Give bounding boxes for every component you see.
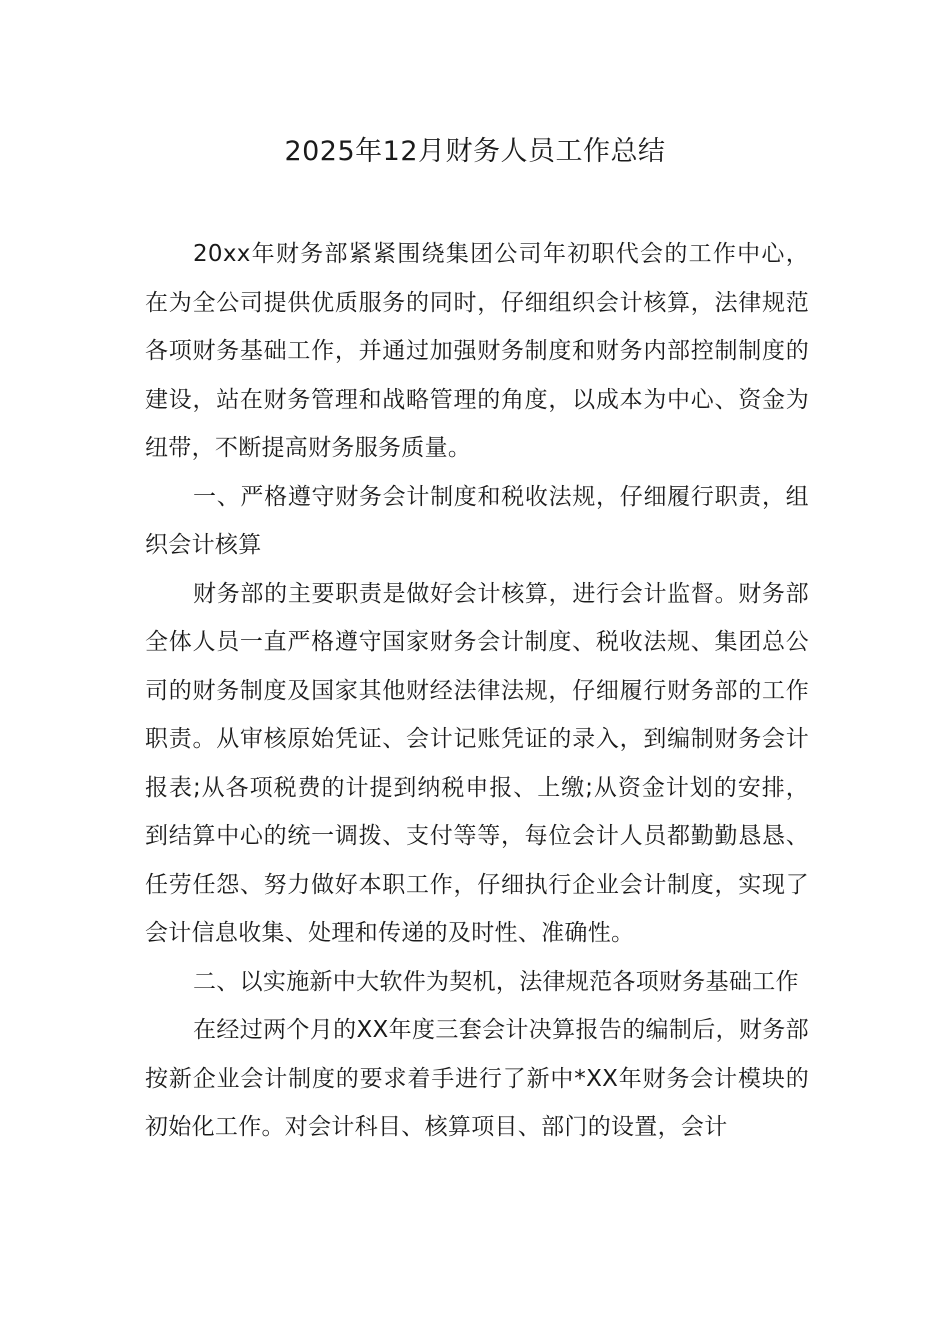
document-title: 2025年12月财务人员工作总结 bbox=[284, 136, 666, 167]
paragraph-intro: 20xx年财务部紧紧围绕集团公司年初职代会的工作中心，在为全公司提供优质服务的同时，仔细组织会计核算，法律规范各项财务基础工作，并通过加强财务制度和财务内部控制制度的建设，站在财务管理和战略管理的角度，以成本为中心、资金为纽带，不断提高财务服务质量。 bbox=[145, 241, 809, 461]
paragraph-section-1: 财务部的主要职责是做好会计核算，进行会计监督。财务部全体人员一直严格遵守国家财务会计制度、税收法规、集团总公司的财务制度及国家其他财经法律法规，仔细履行财务部的工作职责。从审核原始凭证、会计记账凭证的录入，到编制财务会计报表;从各项税费的计提到纳税申报、上缴;从资金计划的安排，到结算中心的统一调拨、支付等等，每位会计人员都勤勤恳恳、任劳任怨、努力做好本职工作，仔细执行企业会计制度，实现了会计信息收集、处理和传递的及时性、准确性。 bbox=[145, 580, 809, 946]
paragraph-section-2: 在经过两个月的XX年度三套会计决算报告的编制后，财务部按新企业会计制度的要求着手进行了新中*XX年财务会计模块的初始化工作。对会计科目、核算项目、部门的设置，会计 bbox=[145, 1017, 809, 1140]
section-heading-1: 一、严格遵守财务会计制度和税收法规，仔细履行职责，组织会计核算 bbox=[145, 483, 809, 558]
document-body bbox=[145, 230, 809, 1152]
section-heading-2: 二、以实施新中大软件为契机，法律规范各项财务基础工作 bbox=[193, 968, 799, 995]
